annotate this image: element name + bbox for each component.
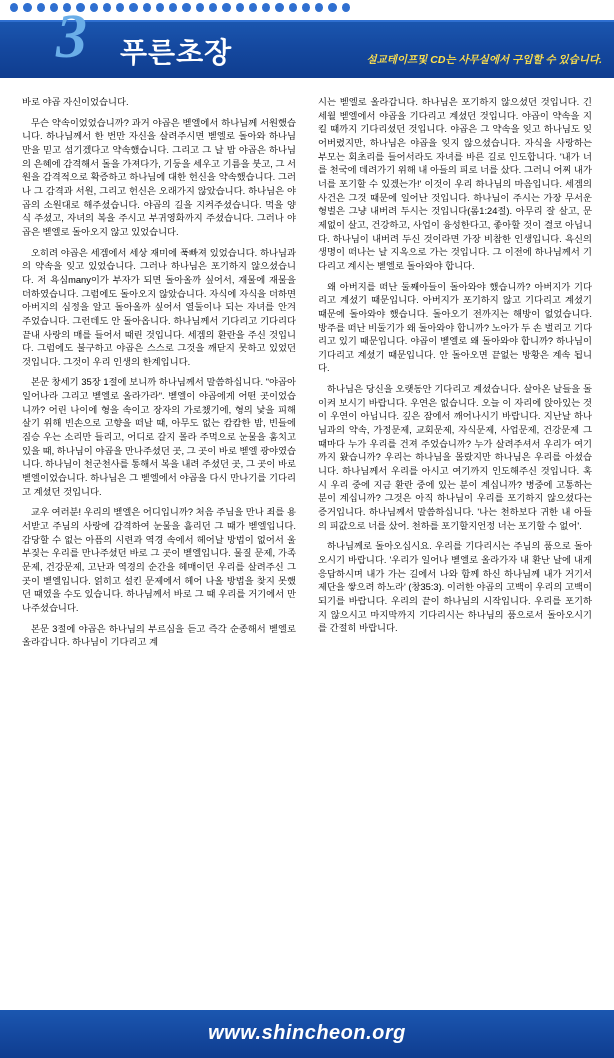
paragraph: 본문 3절에 야곱은 하나님의 부르심을 듣고 즉각 순종해서 벧엘로 올라갑니다. 하나님이 기다리고 계 [22,623,296,648]
header-note: 설교테이프및 CD는 사무실에서 구입할 수 있습니다. [366,54,602,66]
decorative-dot [342,3,350,12]
decorative-dot [209,3,217,12]
decorative-dot [10,3,18,12]
paragraph: 바로 야곱 자신이었습니다. [22,97,129,107]
decorative-dot [169,3,177,12]
paragraph: 하나님께로 돌아오십시요. 우리를 기다리시는 주님의 품으로 돌아오시기 바랍니다. '우리가 일어나 벧엘로 올라가자 내 환난 날에 내게 응답하시며 내가 가는 길에서 나와 함께 하신 하나님께 내가 거기서 제단을 쌓으려 하노라' (창35:3). 이러한 야곱의 고백이 우리의 고백이 되기를 바랍니다. 우리의 끝이 하나님의 시작입니다. 우리를 포기하지 않으시고 마지막까지 기다리시는 하나님의 품으로서 돌아오시기를 간절히 바랍니다. [318,541,592,634]
page-title: 푸른초장 [120,37,233,68]
decorative-dot [275,3,283,12]
decorative-dot [289,3,297,12]
decorative-dot [249,3,257,12]
paragraph: 시는 벧엘로 올라갑니다. 하나님은 포기하지 않으셨던 것입니다. 긴 세월 벧엘에서 야곱을 기다리고 계셨던 것입니다. 야곱이 약속을 지킬 때까지 기다리셨던 것입니다. 야곱은 그 약속을 잊고 하나님도 잊어버렸지만, 하나님은 야곱을 잊지 않으셨습니다. 자식을 사랑하는 부모는 회초리를 들어서라도 자녀를 바른 길로 인도합니다. '내가 너를 천국에 데려가기 위해 내 아들의 피로 너를 샀다. 그러니 어찌 내가 너를 포기할 수 있겠는가!' 이것이 우리 하나님의 마음입니다. 세겜의 사건은 그것 때문에 일어난 것입니다. 하나님이 주시는 가장 무서운 형벌은 그냥 내버려 두시는 것입니다(롬1:24절). 아무리 잘 살고, 문제없이 살고, 건강하고, 사업이 융성한다고, 좋아할 것이 결코 아닙니다. 하나님이 내버려 두신 것이라면 가장 비참한 인생입니다. 욕신의 생명이 떠나는 날 지옥으로 가는 것입니다. 그 이전에 하나님께서 기다리고 계시는 벧엘로 돌아와야 합니다. [318,97,592,271]
text-column-right [318,96,592,996]
decorative-dot [23,3,31,12]
decorative-dot [222,3,230,12]
paragraph: 오히려 야곱은 세겜에서 세상 재미에 푹빠져 있었습니다. 하나님과의 약속을 잊고 있었습니다. 그러나 하나님은 포기하지 않으셨습니다. 저 욕심many이가 부자가 되면 돌아올까 싶어서, 재물에 재물을 더하였습니다. 그럼에도 돌아오지 않았습니다. 자식에 자식을 더하면 아버지의 심정을 알고 돌아올까 싶어서 열둘이나 되는 자녀를 안겨 주었습니다. 그런데도 안 돌아옵니다. 하나님께서 기다리고 기다리다 끝내 사랑의 매를 들어서 때린 것입니다. 세겜의 환란을 주신 것입니다. 그럼에도 불구하고 야곱은 스스로 그것을 깨닫지 못하고 있었던 것입니다. 그것이 우리 인생의 한계입니다. [22,247,296,367]
header-banner [0,20,614,78]
paragraph: 왜 아버지를 떠난 둘째아들이 돌아와야 했습니까? 아버지가 기다리고 계셨기 때문입니다. 아버지가 포기하지 않고 기다리고 계셨기 때문에 돌아와야 했습니다. 돌아오기 전까지는 해방이 없었습니다. 방주를 떠난 비둘기가 왜 돌아와야 합니까? 노아가 두 손 벌리고 기다리고 있기 때문입니다. 야곱이 벧엘로 왜 돌아와야 합니까? 하나님이 기다리고 계셨기 때문입니다. 안 돌아오면 끝없는 방황은 계속 됩니다. [318,281,592,374]
decorative-dot [103,3,111,12]
decorative-dot [262,3,270,12]
page-footer [0,1010,614,1058]
paragraph: 교우 여러분! 우리의 벧엘은 어디입니까? 처음 주님을 만나 죄를 용서받고 주님의 사랑에 감격하여 눈물을 흘리던 그 때가 벧엘입니다. 감당할 수 없는 아픔의 시련과 역경 속에서 헤어날 방법이 없어서 울부짖는 우리를 만나주셨던 바로 그 곳이 벧엘입니다. 물질 문제, 가족 문제, 건강문제, 고난과 역경의 순간을 헤매이던 우리를 살려주신 그 곳이 벧엘입니다. 얽히고 설킨 문제에서 헤어 나올 방법을 찾지 못했던 때였을 수도 있습니다. 하나님께서 바로 그 때 우리를 거기에서 만나주셨습니다. [22,507,296,613]
decorative-dot [315,3,323,12]
decorative-dot [196,3,204,12]
decorative-dot [143,3,151,12]
issue-number: 3 [56,3,85,71]
decorative-dot [236,3,244,12]
page-header [0,0,614,92]
decorative-dot [182,3,190,12]
paragraph: 하나님은 당신을 오랫동안 기다리고 계셨습니다. 살아온 날들을 돌이켜 보시기 바랍니다. 우연은 없습니다. 오늘 이 자리에 앉아있는 것이 우연이 아닙니다. 깊은 잠에서 깨어나시기 바랍니다. 지난날 하나님과의 약속, 가정문제, 교회문제, 자식문제, 사업문제, 건강문제 그 때마다 누가 우리를 건져 주었습니까? 누가 살려주셔서 우리가 여기까지 왔습니까? 우리는 하나님을 몰랐지만 하나님은 우리를 아셨습니다. 하나님께서 우리를 아시고 여기까지 인도해주신 것입니다. 혹시 우리 중에 지금 환란 중에 있는 분이 계십니까? 병중에 고통하는 분이 계십니까? 그것은 아직 하나님이 우리를 포기하지 않으셨다는 증거입니다. 하나님께서 말씀하십니다. '나는 천하보다 귀한 내 아들의 피값으로 너를 샀어. 천하를 포기할지언정 너는 포기할 수 없어'. [318,384,592,531]
decorative-dot [37,3,45,12]
decorative-dot [156,3,164,12]
decorative-dot [116,3,124,12]
text-column-left [22,96,296,996]
decorative-dot [129,3,137,12]
paragraph: 무슨 약속이었었습니까? 과거 야곱은 벧엘에서 하나님께 서원했습니다. 하나님께서 한 번만 자신을 살려주시면 벧엘로 돌아와 하나님만을 믿고 섬기겠다고 약속했습니다. 그리고 그 날 밤 야곱은 하나님의 은혜에 감격해서 돌을 가져다가, 기둥을 세우고 기름을 붓고, 그 서원을 감격적으로 확증하고 하나님에 대한 헌신을 약속했습니다. 그러나 그 감격과 서원, 그리고 헌신은 오래가지 않았습니다. 하나님은 야곱의 소원대로 해주셨습니다. 야곱의 길을 지켜주셨습니다. 먹을 양식 주셨고, 자녀의 복을 주시고 부귀영화까지 주셨습니다. 그러나 야곱은 벧엘로 돌아오지 않고 있었습니다. [22,117,296,237]
decorative-dot [90,3,98,12]
header-accent-line [0,20,614,22]
decorative-dot [302,3,310,12]
paragraph: 본문 창세기 35장 1절에 보니까 하나님께서 말씀하십니다. "야곱아 일어나라 그리고 벧엘로 올라가라". 벧엘이 야곱에게 어떤 곳이었습니까? 어린 나이에 형을 속이고 장자의 가로챘기에, 형의 낯을 피해 살기 위해 빈손으로 고향을 떠날 때, 아무도 없는 캄캄한 밤, 빈들에 짐승 우는 소리만 들리고, 어디로 갈지 몰라 주먹으로 눈물을 훔치고 있을 때, 하나님이 야곱을 만나주셨던 곳, 그 곳이 바로 벧엘 광야였습니다. 하나님이 천군천사를 통해서 복을 내려 주셨던 곳, 그 곳이 바로 벧엘이었습니다. 하나님은 그 벧엘에서 야곱을 다시 만나기를 기다리고 계셨던 것입니다. [22,377,296,497]
decorative-dot [328,3,336,12]
website-url: www.shincheon.org [208,1022,406,1044]
article-body [0,96,614,996]
